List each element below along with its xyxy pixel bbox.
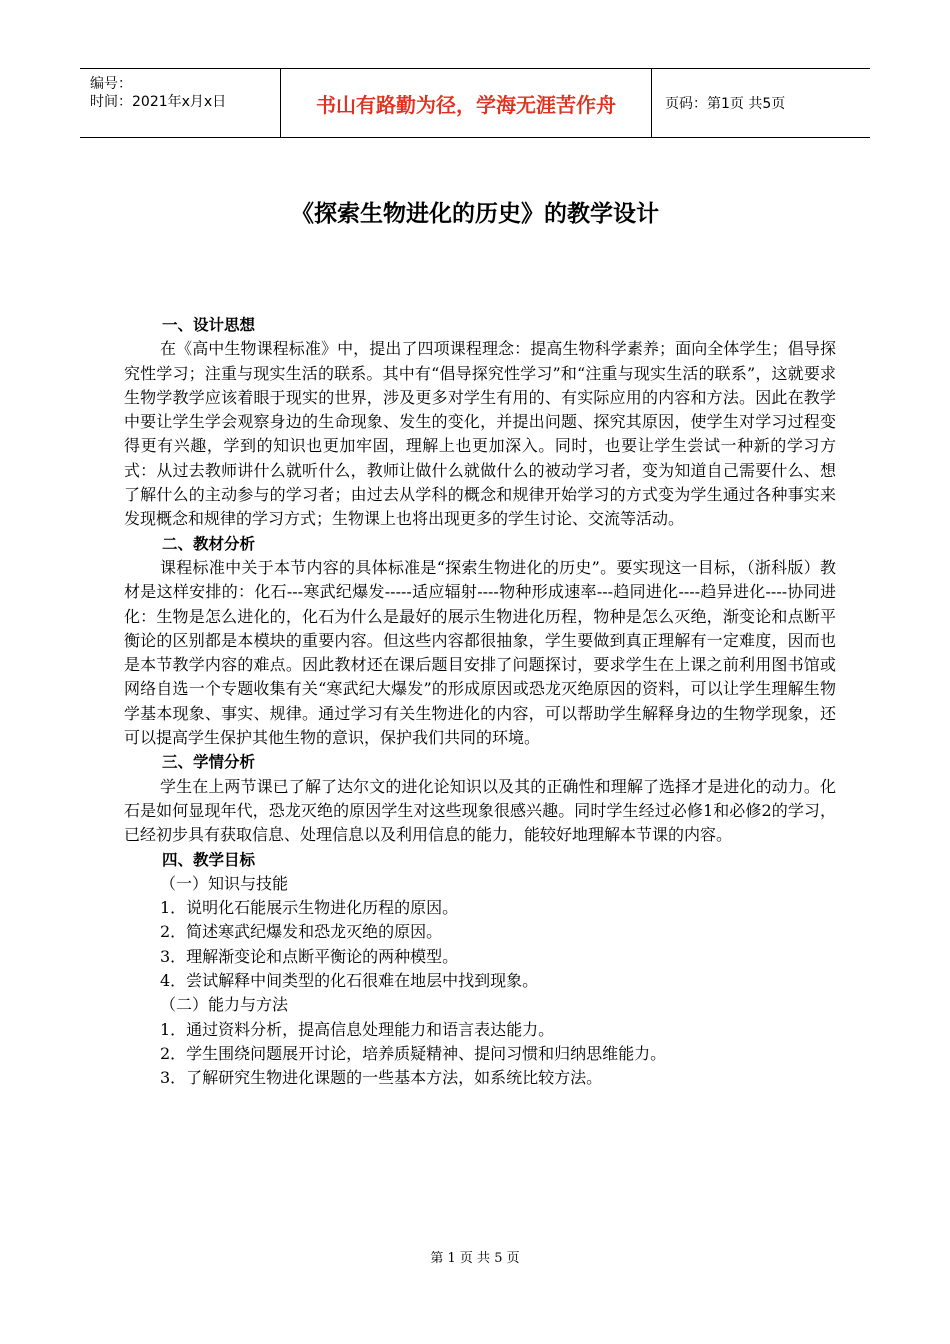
header-table: [80, 68, 870, 138]
time-label: 时间：2021年x月x日: [90, 94, 227, 110]
page-info: 页码：第1页 共5页: [665, 96, 786, 112]
section-paragraph: 在《高中生物课程标准》中，提出了四项课程理念：提高生物科学素养；面向全体学生；倡导探究性学习；注重与现实生活的联系。其中有“倡导探究性学习”和“注重与现实生活的联系”，这就要求生物学教学应该着眼于现实的世界，涉及更多对学生有用的、有实际应用的内容和方法。因此在教学中要让学生学会观察身边的生命现象、发生的变化，并提出问题、探究其原因，使学生对学习过程变得更有兴趣，学到的知识也更加牢固，理解上也更加深入。同时，也要让学生尝试一种新的学习方式：从过去教师讲什么就听什么，教师让做什么就做什么的被动学习者，变为知道自己需要什么、想了解什么的主动参与的学习者；由过去从学科的概念和规律开始学习的方式变为学生通过各种事实来发现概念和规律的学习方式；生物课上也将出现更多的学生讨论、交流等活动。: [124, 339, 836, 529]
list-item: 2．简述寒武纪爆发和恐龙灭绝的原因。: [160, 922, 443, 942]
document-body: [124, 313, 836, 1091]
section-heading: 一、设计思想: [162, 316, 256, 334]
list-item: 3．理解渐变论和点断平衡论的两种模型。: [160, 946, 459, 966]
section-heading: 四、教学目标: [162, 850, 256, 869]
section-paragraph: 课程标准中关于本节内容的具体标准是“探索生物进化的历史”。要实现这一目标，（浙科版）教材是这样安排的：化石---寒武纪爆发-----适应辐射----物种形成速率---趋同进化----趋异进化----协同进化：生物是怎么进化的，化石为什么是最好的展示生物进化历程，物种是怎么灭绝，渐变论和点断平衡论的区别都是本模块的重要内容。但这些内容都很抽象，学生要做到真正理解有一定难度，因而也是本节教学内容的难点。因此教材还在课后题目安排了问题探讨，要求学生在上课之前利用图书馆或网络自选一个专题收集有关“寒武纪大爆发”的形成原因或恐龙灭绝原因的资料，可以让学生理解生物学基本现象、事实、规律。通过学习有关生物进化的内容，可以帮助学生解释身边的生物学现象，还可以提高学生保护其他生物的意识，保护我们共同的环境。: [124, 557, 836, 748]
header-meta-cell: [80, 69, 281, 137]
code-label: 编号：: [90, 76, 132, 92]
list-item: 1．通过资料分析，提高信息处理能力和语言表达能力。: [160, 1019, 555, 1039]
document-title: 《探索生物进化的历史》的教学设计: [291, 201, 659, 227]
list-item: 2．学生围绕问题展开讨论，培养质疑精神、提问习惯和归纳思维能力。: [160, 1043, 667, 1063]
section-heading: 三、学情分析: [162, 753, 256, 772]
list-item: 3．了解研究生物进化课题的一些基本方法，如系统比较方法。: [160, 1068, 603, 1088]
section-paragraph: 学生在上两节课已了解了达尔文的进化论知识以及其的正确性和理解了选择才是进化的动力。化石是如何显现年代，恐龙灭绝的原因学生对这些现象很感兴趣。同时学生经过必修1和必修2的学习，已经初步具有获取信息、处理信息以及利用信息的能力，能较好地理解本节课的内容。: [124, 776, 836, 845]
list-item: 1．说明化石能展示生物进化历程的原因。: [160, 898, 459, 918]
subsection-heading: （二）能力与方法: [160, 995, 289, 1015]
section-heading: 二、教材分析: [162, 534, 256, 553]
page-footer: 第 1 页 共 5 页: [430, 1251, 520, 1266]
motto: 书山有路勤为径，学海无涯苦作舟: [281, 69, 652, 137]
list-item: 4．尝试解释中间类型的化石很难在地层中找到现象。: [160, 971, 539, 991]
subsection-heading: （一）知识与技能: [160, 873, 289, 893]
